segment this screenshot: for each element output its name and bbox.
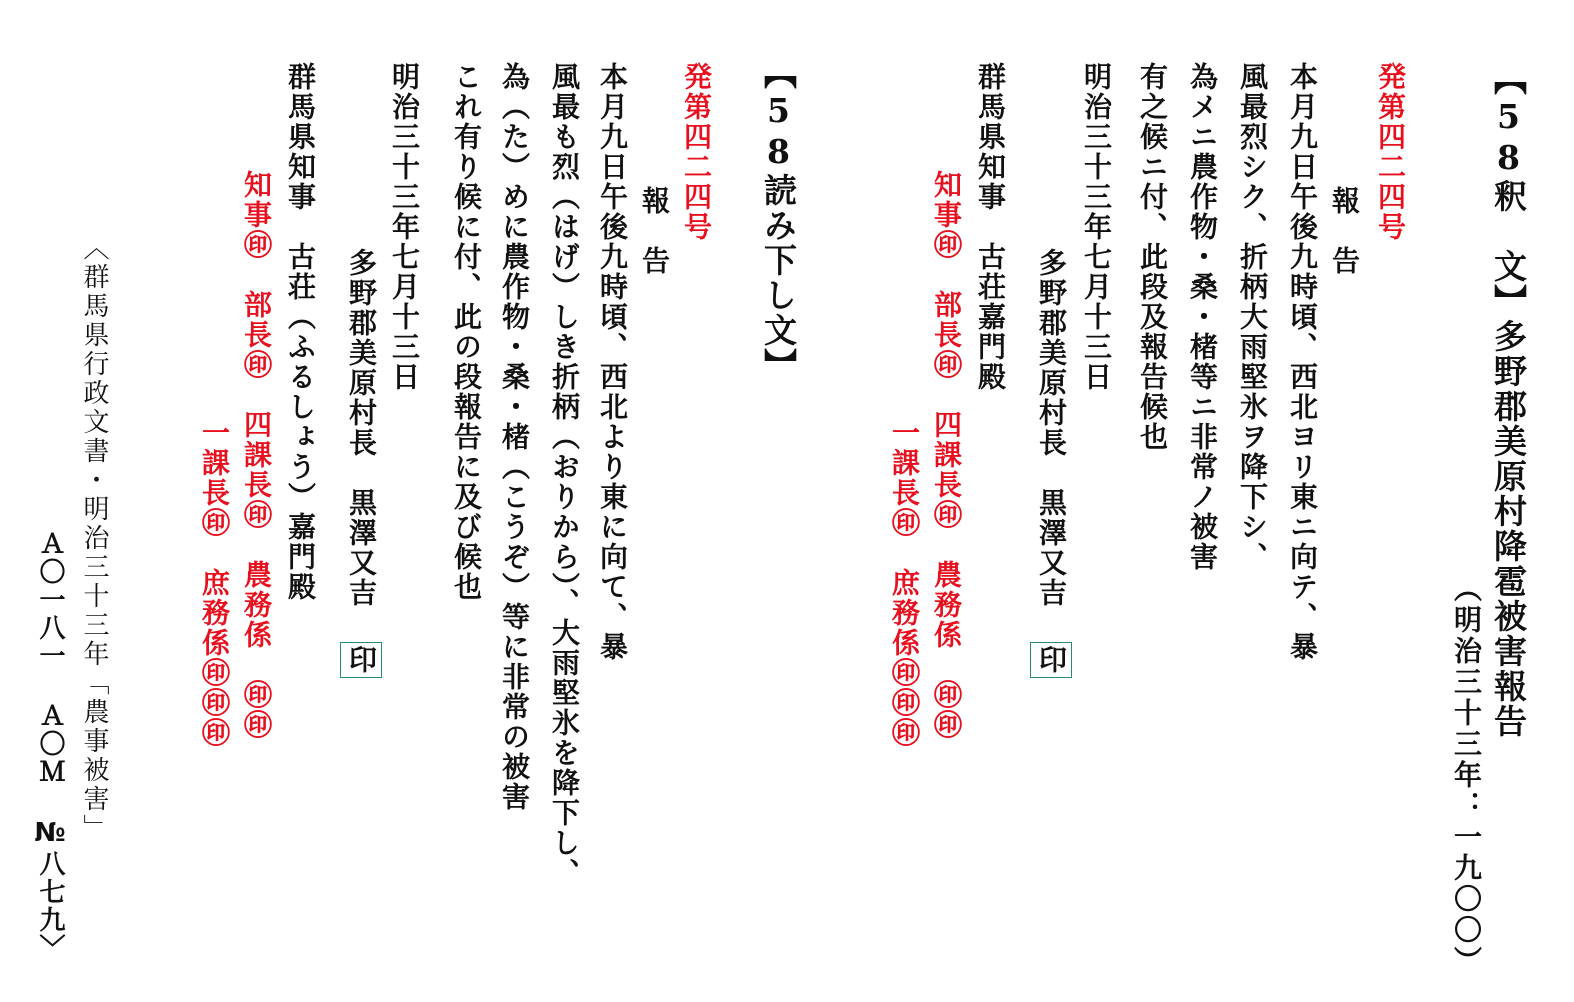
shakubun-date: 明治三十三年七月十三日 — [1080, 62, 1113, 392]
yomikudashi-sender — [340, 248, 382, 678]
shakubun-line-3: 為メニ農作物・桑・楮等ニ非常ノ被害 — [1186, 62, 1219, 572]
shakubun-sender — [1030, 248, 1072, 678]
yomikudashi-sender-seal: 印 — [340, 642, 382, 678]
shakubun-doc-number: 発第四二四号 — [1374, 62, 1407, 242]
yomikudashi-line-4: これ有り候に付、此の段報告に及び候也 — [450, 62, 483, 602]
document-title: 【58釈 文】多野郡美原村降雹被害報告 — [1489, 62, 1528, 739]
shakubun-stamps-row-2: 一課長㊞ 庶務係㊞㊞㊞ — [888, 418, 921, 748]
yomikudashi-line-2: 風最も烈（はげ）しき折柄（おりから）、大雨堅氷を降下し、 — [548, 62, 581, 888]
yomikudashi-heading: 【58読み下し文】 — [759, 56, 798, 383]
source-citation: 〈群馬県行政文書・明治三十三年「農事被害」 — [79, 234, 109, 843]
shakubun-sender-text: 多野郡美原村長 黒澤又吉 — [1035, 248, 1068, 608]
shakubun-line-4: 有之候ニ付、此段及報告候也 — [1136, 62, 1169, 452]
yomikudashi-sender-text: 多野郡美原村長 黒澤又吉 — [345, 248, 378, 608]
yomikudashi-line-1: 本月九日午後九時頃、西北より東に向て、暴 — [596, 62, 629, 662]
shakubun-stamps-row-1: 知事㊞ 部長㊞ 四課長㊞ 農務係 ㊞㊞ — [930, 170, 963, 740]
shakubun-line-2: 風最烈シク、折柄大雨堅氷ヲ降下シ、 — [1236, 62, 1269, 572]
yomikudashi-stamps-row-1: 知事㊞ 部長㊞ 四課長㊞ 農務係 ㊞㊞ — [240, 170, 273, 740]
yomikudashi-doc-number: 発第四二四号 — [680, 62, 713, 242]
yomikudashi-addressee: 群馬県知事 古荘（ふるしょう）嘉門殿 — [284, 62, 317, 602]
yomikudashi-report-heading: 報 告 — [638, 186, 671, 276]
yomikudashi-date: 明治三十三年七月十三日 — [388, 62, 421, 392]
shakubun-sender-seal: 印 — [1030, 642, 1072, 678]
yomikudashi-line-3: 為（た）めに農作物・桑・楮（こうぞ）等に非常の被害 — [498, 62, 531, 812]
shakubun-report-heading: 報 告 — [1328, 186, 1361, 276]
shakubun-line-1: 本月九日午後九時頃、西北ヨリ東ニ向テ、暴 — [1286, 62, 1319, 662]
yomikudashi-stamps-row-2: 一課長㊞ 庶務係㊞㊞㊞ — [198, 418, 231, 748]
document-subtitle: （明治三十三年：一九〇〇） — [1450, 574, 1483, 977]
source-identifier: Ａ〇一八一 Ａ〇Ｍ №八七九〉 — [35, 530, 65, 962]
shakubun-addressee: 群馬県知事 古荘嘉門殿 — [974, 62, 1007, 392]
